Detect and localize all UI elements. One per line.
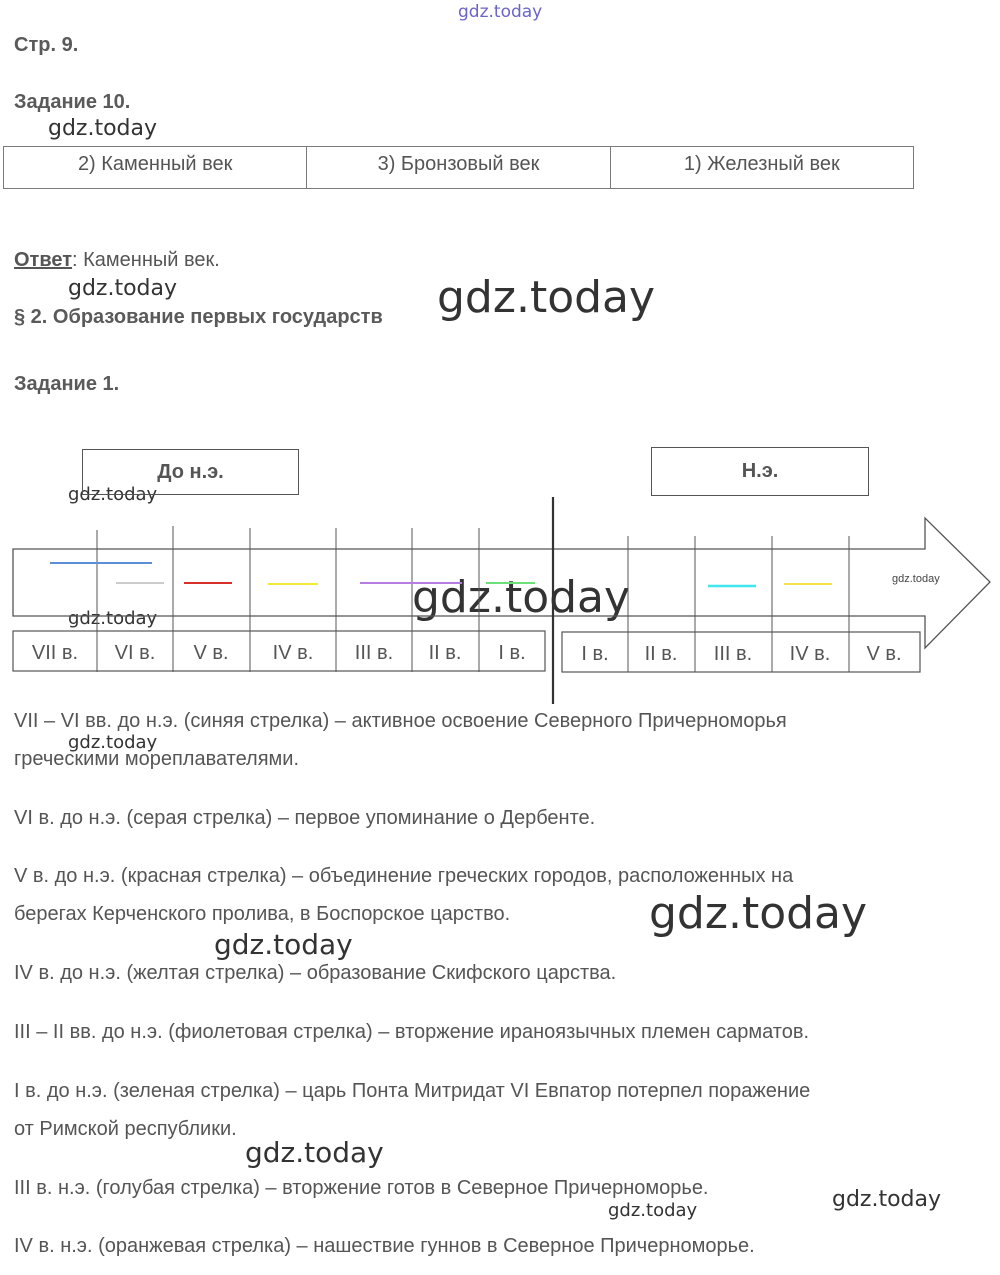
answer-label: Ответ: [14, 249, 73, 271]
watermark: gdz.today: [68, 608, 158, 629]
timeline: [0, 490, 1000, 710]
watermark: gdz.today: [458, 2, 543, 22]
event-line: греческими мореплавателями.: [14, 748, 300, 770]
century-label: V в.: [193, 642, 229, 664]
event-paragraph: [14, 702, 954, 778]
watermark: gdz.today: [68, 732, 158, 753]
century-label: II в.: [644, 643, 678, 665]
watermark: gdz.today: [892, 573, 940, 585]
watermark: gdz.today: [437, 272, 656, 323]
century-label: V в.: [866, 643, 902, 665]
ages-table: [3, 146, 914, 189]
century-label: IV в.: [789, 643, 831, 665]
age-cell: 2) Каменный век: [4, 147, 307, 188]
event-paragraph: [14, 1072, 954, 1148]
event-line: IV в. н.э. (оранжевая стрелка) – нашествие гуннов в Северное Причерноморье.: [14, 1235, 755, 1257]
watermark: gdz.today: [48, 116, 158, 141]
task10-title: Задание 10.: [14, 91, 131, 113]
ad-label-box: Н.э.: [651, 447, 869, 496]
century-label: VI в.: [114, 642, 156, 664]
century-label: I в.: [498, 642, 526, 664]
century-label: III в.: [354, 642, 394, 664]
watermark: gdz.today: [214, 928, 353, 961]
event-line: от Римской республики.: [14, 1118, 237, 1140]
section-title: § 2. Образование первых государств: [14, 306, 383, 328]
event-line: V в. до н.э. (красная стрелка) – объединение греческих городов, расположенных на: [14, 865, 794, 887]
event-line: III в. н.э. (голубая стрелка) – вторжение готов в Северное Причерноморье.: [14, 1177, 709, 1199]
watermark: gdz.today: [649, 888, 868, 939]
age-cell: 3) Бронзовый век: [307, 147, 610, 188]
event-line: I в. до н.э. (зеленая стрелка) – царь Понта Митридат VI Евпатор потерпел поражение: [14, 1080, 811, 1102]
event-paragraph: [14, 799, 954, 837]
century-label: III в.: [713, 643, 753, 665]
watermark: gdz.today: [245, 1136, 384, 1169]
page-label: Стр. 9.: [14, 34, 79, 56]
event-paragraph: [14, 1227, 954, 1265]
event-paragraph: [14, 954, 954, 992]
event-line: VI в. до н.э. (серая стрелка) – первое упоминание о Дербенте.: [14, 807, 596, 829]
century-label: IV в.: [272, 642, 314, 664]
century-label: I в.: [581, 643, 609, 665]
bc-label-box: До н.э.: [82, 449, 299, 495]
event-paragraph: [14, 1169, 954, 1207]
event-line: III – II вв. до н.э. (фиолетовая стрелка) – вторжение ираноязычных племен сарматов.: [14, 1021, 810, 1043]
watermark: gdz.today: [412, 572, 631, 623]
century-label: II в.: [428, 642, 462, 664]
answer-text: : Каменный век.: [72, 249, 220, 271]
watermark: gdz.today: [68, 484, 158, 505]
watermark: gdz.today: [832, 1187, 942, 1212]
event-paragraph: [14, 857, 954, 933]
answer: [14, 249, 220, 272]
age-cell: 1) Железный век: [683, 153, 840, 175]
event-line: IV в. до н.э. (желтая стрелка) – образование Скифского царства.: [14, 962, 617, 984]
event-paragraph: [14, 1013, 954, 1051]
century-label: VII в.: [31, 642, 79, 664]
watermark: gdz.today: [608, 1200, 698, 1221]
event-line: берегах Керченского пролива, в Боспорское царство.: [14, 903, 511, 925]
event-line: VII – VI вв. до н.э. (синяя стрелка) – активное освоение Северного Причерноморья: [14, 710, 787, 732]
watermark: gdz.today: [68, 276, 178, 301]
task1-title: Задание 1.: [14, 373, 120, 395]
